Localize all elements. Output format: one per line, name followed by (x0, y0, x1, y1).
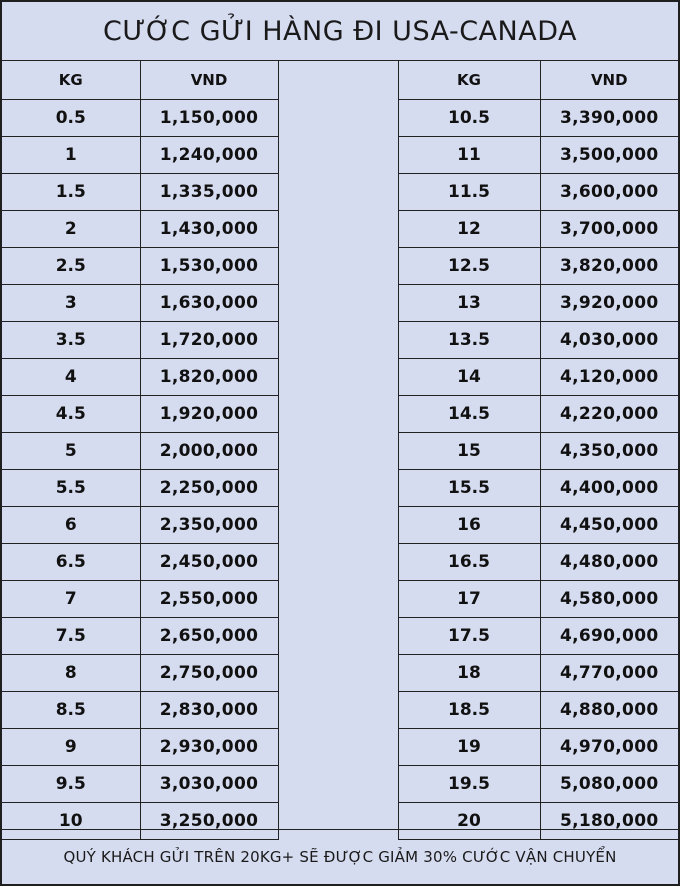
kg-cell-right: 10.5 (398, 100, 540, 137)
header-vnd-left: VND (140, 61, 278, 100)
column-gap (278, 174, 398, 211)
vnd-cell-left: 1,335,000 (140, 174, 278, 211)
kg-cell-left: 1 (2, 137, 140, 174)
table-row (2, 211, 678, 248)
vnd-cell-left: 2,830,000 (140, 692, 278, 729)
kg-cell-right: 19 (398, 729, 540, 766)
kg-cell-right: 14 (398, 359, 540, 396)
kg-cell-right: 15.5 (398, 470, 540, 507)
column-gap (278, 470, 398, 507)
kg-cell-left: 8.5 (2, 692, 140, 729)
table-row (2, 507, 678, 544)
vnd-cell-right: 3,920,000 (540, 285, 678, 322)
column-gap (278, 100, 398, 137)
kg-cell-right: 15 (398, 433, 540, 470)
kg-cell-left: 7 (2, 581, 140, 618)
kg-cell-left: 10 (2, 803, 140, 840)
column-gap (278, 433, 398, 470)
kg-cell-right: 12.5 (398, 248, 540, 285)
vnd-cell-left: 2,450,000 (140, 544, 278, 581)
kg-cell-left: 9.5 (2, 766, 140, 803)
vnd-cell-right: 4,970,000 (540, 729, 678, 766)
vnd-cell-right: 4,400,000 (540, 470, 678, 507)
kg-cell-left: 9 (2, 729, 140, 766)
kg-cell-left: 5.5 (2, 470, 140, 507)
vnd-cell-right: 3,390,000 (540, 100, 678, 137)
vnd-cell-right: 3,500,000 (540, 137, 678, 174)
column-gap (278, 507, 398, 544)
kg-cell-right: 12 (398, 211, 540, 248)
vnd-cell-left: 1,240,000 (140, 137, 278, 174)
vnd-cell-left: 1,820,000 (140, 359, 278, 396)
table-row (2, 396, 678, 433)
table-row (2, 248, 678, 285)
vnd-cell-right: 3,600,000 (540, 174, 678, 211)
vnd-cell-left: 2,930,000 (140, 729, 278, 766)
vnd-cell-left: 1,630,000 (140, 285, 278, 322)
kg-cell-left: 1.5 (2, 174, 140, 211)
column-gap (278, 359, 398, 396)
page-title: CƯỚC GỬI HÀNG ĐI USA-CANADA (2, 2, 678, 61)
column-gap (278, 581, 398, 618)
kg-cell-left: 6.5 (2, 544, 140, 581)
column-gap (278, 285, 398, 322)
header-kg-left: KG (2, 61, 140, 100)
vnd-cell-left: 2,000,000 (140, 433, 278, 470)
kg-cell-left: 2.5 (2, 248, 140, 285)
column-gap (278, 766, 398, 803)
discount-note: QUÝ KHÁCH GỬI TRÊN 20KG+ SẼ ĐƯỢC GIẢM 30% CƯỚC VẬN CHUYỂN (2, 829, 678, 884)
vnd-cell-right: 5,180,000 (540, 803, 678, 840)
column-gap (278, 248, 398, 285)
kg-cell-right: 11.5 (398, 174, 540, 211)
kg-cell-left: 3.5 (2, 322, 140, 359)
table-row (2, 137, 678, 174)
kg-cell-left: 7.5 (2, 618, 140, 655)
kg-cell-right: 17 (398, 581, 540, 618)
kg-cell-right: 13 (398, 285, 540, 322)
kg-cell-right: 18.5 (398, 692, 540, 729)
column-gap (278, 211, 398, 248)
vnd-cell-left: 3,250,000 (140, 803, 278, 840)
table-row (2, 692, 678, 729)
header-vnd-right: VND (540, 61, 678, 100)
kg-cell-left: 6 (2, 507, 140, 544)
table-row (2, 581, 678, 618)
kg-cell-left: 8 (2, 655, 140, 692)
table-header-row (2, 61, 678, 100)
column-gap (278, 618, 398, 655)
vnd-cell-right: 4,030,000 (540, 322, 678, 359)
kg-cell-right: 13.5 (398, 322, 540, 359)
kg-cell-left: 5 (2, 433, 140, 470)
vnd-cell-right: 4,450,000 (540, 507, 678, 544)
vnd-cell-right: 4,220,000 (540, 396, 678, 433)
kg-cell-right: 17.5 (398, 618, 540, 655)
vnd-cell-left: 2,750,000 (140, 655, 278, 692)
kg-cell-left: 3 (2, 285, 140, 322)
table-row (2, 544, 678, 581)
column-gap (278, 544, 398, 581)
vnd-cell-right: 4,480,000 (540, 544, 678, 581)
vnd-cell-right: 4,580,000 (540, 581, 678, 618)
table-row (2, 618, 678, 655)
vnd-cell-right: 4,120,000 (540, 359, 678, 396)
vnd-cell-left: 1,920,000 (140, 396, 278, 433)
kg-cell-right: 16.5 (398, 544, 540, 581)
kg-cell-right: 16 (398, 507, 540, 544)
kg-cell-right: 20 (398, 803, 540, 840)
vnd-cell-right: 3,820,000 (540, 248, 678, 285)
table-row (2, 433, 678, 470)
vnd-cell-right: 4,880,000 (540, 692, 678, 729)
rate-table (2, 61, 678, 840)
table-row (2, 100, 678, 137)
table-row (2, 766, 678, 803)
vnd-cell-left: 1,430,000 (140, 211, 278, 248)
vnd-cell-left: 1,150,000 (140, 100, 278, 137)
column-gap (278, 655, 398, 692)
table-row (2, 655, 678, 692)
column-gap (278, 729, 398, 766)
kg-cell-right: 18 (398, 655, 540, 692)
vnd-cell-left: 2,250,000 (140, 470, 278, 507)
kg-cell-left: 2 (2, 211, 140, 248)
rate-table-body (2, 100, 678, 840)
column-gap (278, 692, 398, 729)
table-row (2, 470, 678, 507)
column-gap (278, 137, 398, 174)
table-row (2, 322, 678, 359)
vnd-cell-left: 2,550,000 (140, 581, 278, 618)
vnd-cell-left: 1,530,000 (140, 248, 278, 285)
header-kg-right: KG (398, 61, 540, 100)
table-row (2, 359, 678, 396)
column-gap (278, 322, 398, 359)
vnd-cell-right: 3,700,000 (540, 211, 678, 248)
vnd-cell-left: 1,720,000 (140, 322, 278, 359)
table-row (2, 174, 678, 211)
table-row (2, 285, 678, 322)
vnd-cell-right: 4,350,000 (540, 433, 678, 470)
kg-cell-right: 19.5 (398, 766, 540, 803)
vnd-cell-left: 2,650,000 (140, 618, 278, 655)
vnd-cell-right: 4,690,000 (540, 618, 678, 655)
kg-cell-right: 14.5 (398, 396, 540, 433)
kg-cell-left: 4 (2, 359, 140, 396)
vnd-cell-right: 4,770,000 (540, 655, 678, 692)
vnd-cell-left: 2,350,000 (140, 507, 278, 544)
kg-cell-left: 0.5 (2, 100, 140, 137)
column-gap (278, 61, 398, 100)
column-gap (278, 396, 398, 433)
vnd-cell-left: 3,030,000 (140, 766, 278, 803)
kg-cell-right: 11 (398, 137, 540, 174)
table-row (2, 729, 678, 766)
vnd-cell-right: 5,080,000 (540, 766, 678, 803)
kg-cell-left: 4.5 (2, 396, 140, 433)
